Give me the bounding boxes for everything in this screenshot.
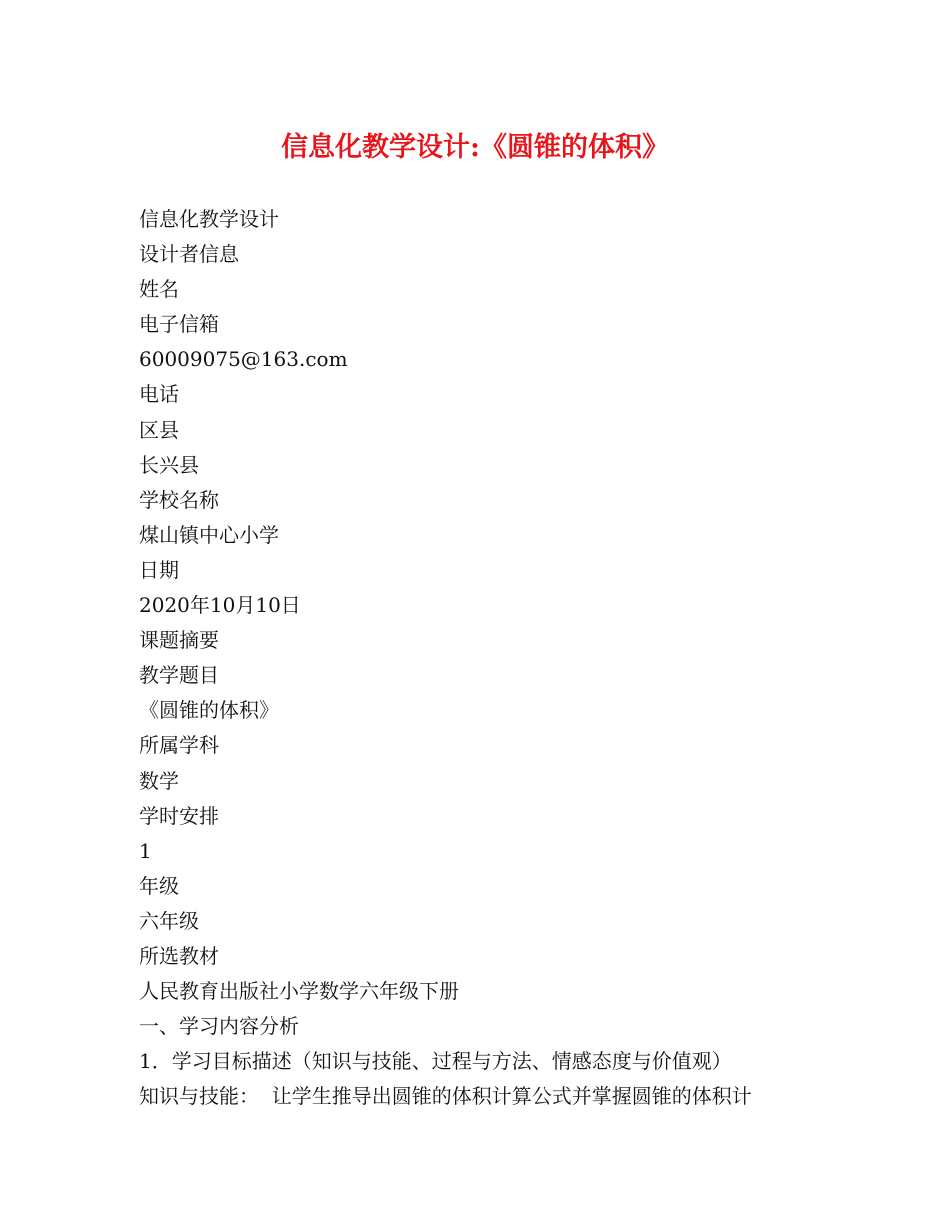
text-line: 日期 xyxy=(139,557,179,582)
text-line: 煤山镇中心小学 xyxy=(139,522,279,547)
text-line: 电话 xyxy=(139,382,179,407)
document-body xyxy=(139,202,839,1114)
text-line: 数学 xyxy=(139,768,179,793)
text-line: 学校名称 xyxy=(139,487,219,512)
text-line: 2020年10月10日 xyxy=(139,593,301,618)
document-title: 信息化教学设计:《圆锥的体积》 xyxy=(281,132,669,163)
text-line: 六年级 xyxy=(139,908,199,933)
text-line: 姓名 xyxy=(139,277,179,302)
text-line: 60009075@163.com xyxy=(139,347,348,372)
text-line: 1 xyxy=(139,838,152,863)
text-line: 信息化教学设计 xyxy=(139,207,279,231)
text-line: 电子信箱 xyxy=(139,312,219,337)
text-line: 1．学习目标描述（知识与技能、过程与方法、情感态度与价值观） xyxy=(139,1049,732,1074)
text-line: 设计者信息 xyxy=(139,242,239,267)
text-line: 所选教材 xyxy=(139,943,219,968)
text-line: 一、学习内容分析 xyxy=(139,1014,299,1039)
text-line: 教学题目 xyxy=(139,663,219,688)
text-line: 学时安排 xyxy=(139,803,219,828)
text-line: 所属学科 xyxy=(139,733,219,758)
text-line: 年级 xyxy=(139,873,179,898)
text-line: 区县 xyxy=(139,417,179,442)
text-line: 知识与技能： 让学生推导出圆锥的体积计算公式并掌握圆锥的体积计 xyxy=(139,1084,752,1109)
text-line: 课题摘要 xyxy=(139,628,219,653)
text-line: 人民教育出版社小学数学六年级下册 xyxy=(139,979,459,1004)
text-line: 《圆锥的体积》 xyxy=(139,698,279,723)
text-line: 长兴县 xyxy=(139,452,199,477)
